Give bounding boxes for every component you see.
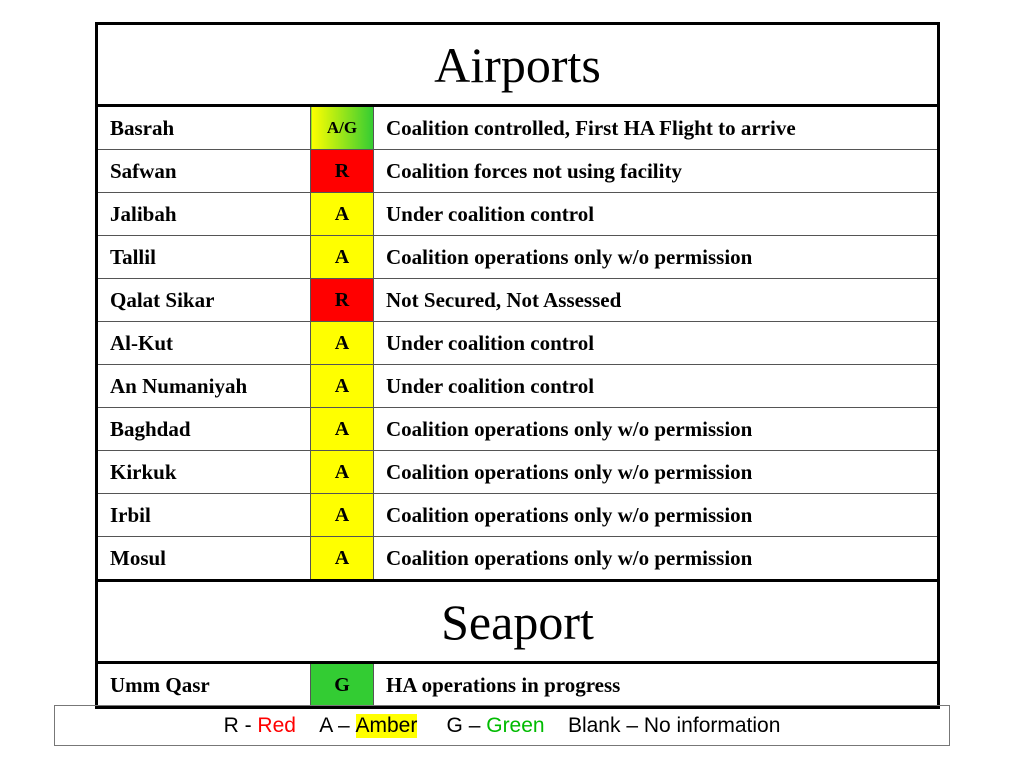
status-note: HA operations in progress [374, 663, 939, 708]
table-row [97, 663, 939, 708]
location-name: Mosul [97, 537, 311, 581]
status-note: Coalition operations only w/o permission [374, 408, 939, 451]
location-name: Kirkuk [97, 451, 311, 494]
table-row [97, 106, 939, 150]
legend-gap [545, 714, 568, 738]
legend-red-prefix: R - [223, 713, 258, 737]
status-code-cell: A [311, 236, 374, 279]
table-row [97, 408, 939, 451]
status-code-cell: R [311, 279, 374, 322]
location-name: Irbil [97, 494, 311, 537]
location-name: Tallil [97, 236, 311, 279]
section-title: Seaport [97, 581, 939, 663]
location-name: Al-Kut [97, 322, 311, 365]
location-name: Baghdad [97, 408, 311, 451]
status-code-cell: A [311, 537, 374, 581]
color-legend [54, 705, 950, 746]
legend-amber-prefix: A – [319, 713, 356, 737]
status-note: Not Secured, Not Assessed [374, 279, 939, 322]
status-table-body [97, 24, 939, 708]
legend-amber-word: Amber [355, 713, 418, 737]
status-code-cell: A [311, 408, 374, 451]
legend-blank: Blank – No information [567, 713, 781, 737]
section-title: Airports [97, 24, 939, 106]
location-name: Jalibah [97, 193, 311, 236]
status-note: Coalition operations only w/o permission [374, 236, 939, 279]
location-name: Qalat Sikar [97, 279, 311, 322]
section-header-row [97, 581, 939, 663]
status-code-cell: A [311, 365, 374, 408]
status-note: Under coalition control [374, 322, 939, 365]
legend-red-word: Red [257, 713, 296, 737]
table-row [97, 193, 939, 236]
table-row [97, 494, 939, 537]
status-code-cell: A [311, 494, 374, 537]
legend-gap [296, 714, 319, 738]
table-row [97, 365, 939, 408]
table-row [97, 537, 939, 581]
location-name: Umm Qasr [97, 663, 311, 708]
table-row [97, 279, 939, 322]
status-code-cell: R [311, 150, 374, 193]
legend-green-prefix: G – [446, 713, 487, 737]
status-code-cell: A/G [311, 106, 374, 150]
legend-green-word: Green [486, 713, 545, 737]
status-note: Coalition operations only w/o permission [374, 451, 939, 494]
table-row [97, 150, 939, 193]
status-note: Coalition operations only w/o permission [374, 537, 939, 581]
location-name: An Numaniyah [97, 365, 311, 408]
status-note: Coalition forces not using facility [374, 150, 939, 193]
status-code-cell: A [311, 451, 374, 494]
table-row [97, 451, 939, 494]
table-row [97, 236, 939, 279]
table-row [97, 322, 939, 365]
status-note: Coalition controlled, First HA Flight to arrive [374, 106, 939, 150]
status-note: Coalition operations only w/o permission [374, 494, 939, 537]
status-note: Under coalition control [374, 365, 939, 408]
status-code-cell: A [311, 193, 374, 236]
location-name: Safwan [97, 150, 311, 193]
status-note: Under coalition control [374, 193, 939, 236]
location-name: Basrah [97, 106, 311, 150]
status-code-cell: A [311, 322, 374, 365]
status-table [95, 22, 940, 709]
section-header-row [97, 24, 939, 106]
status-code-cell: G [311, 663, 374, 708]
legend-gap [417, 714, 446, 738]
